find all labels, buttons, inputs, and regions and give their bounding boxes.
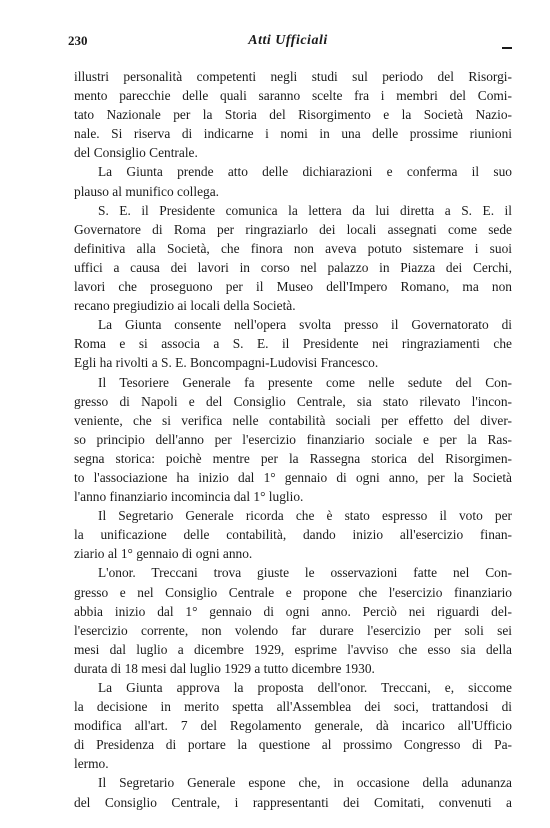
text-line: mento parecchie delle quali saranno scelte fra i membri del Comi-	[74, 88, 512, 104]
text-line: gresso di Napoli e del Consiglio Centrale, sia stato rilevato l'incon-	[74, 393, 512, 409]
text-line: la decisione in merito spetta all'Assemblea dei soci, trattandosi di	[74, 699, 512, 715]
text-line: Il Tesoriere Generale fa presente come nelle sedute del Con-	[98, 374, 512, 390]
text-line: S. E. il Presidente comunica la lettera da lui diretta a S. E. il	[98, 202, 512, 218]
text-line: recano pregiudizio ai locali della Società.	[74, 298, 296, 314]
header-mark	[502, 47, 512, 49]
text-line: illustri personalità competenti negli studi sul periodo del Risorgi-	[74, 69, 512, 84]
text-line: l'esercizio corrente, non volendo far durare l'esercizio per soli sei	[74, 622, 512, 638]
text-line: lermo.	[74, 756, 109, 772]
text-line: Roma e si associa a S. E. il Presidente nei ringraziamenti che	[74, 336, 512, 352]
text-line: Egli ha rivolti a S. E. Boncompagni-Ludovisi Francesco.	[74, 355, 379, 371]
text-line: modifica all'art. 7 del Regolamento generale, dà incarico all'Ufficio	[74, 718, 512, 734]
text-line: segna storica: poichè mentre per la Rassegna storica del Risorgimen-	[74, 450, 512, 466]
running-header	[68, 33, 508, 53]
text-line: so principio dell'anno per l'esercizio finanziario sociale e per la Ras-	[74, 431, 512, 447]
page-number: 230	[68, 33, 88, 48]
running-title: Atti Ufficiali	[248, 33, 328, 48]
text-line: La Giunta approva la proposta dell'onor. Treccani, e, siccome	[98, 680, 512, 695]
text-line: Governatore di Roma per ringraziarlo dei locali assegnati come sede	[74, 221, 512, 237]
text-line: Il Segretario Generale espone che, in occasione della adunanza	[98, 775, 512, 791]
text-line: di Presidenza di portare la questione al prossimo Congresso di Pa-	[74, 737, 512, 753]
text-line: definitiva alla Società, che finora non aveva potuto sistemare i suoi	[74, 240, 512, 256]
text-line: durata di 18 mesi dal luglio 1929 a tutto dicembre 1930.	[74, 660, 375, 676]
text-line: del Consiglio Centrale, i rappresentanti dei Comitati, convenuti a	[74, 794, 512, 810]
text-line: plauso al munifico collega.	[74, 183, 220, 199]
text-line: lavori che proseguono per il Museo dell'Impero Romano, ma non	[74, 279, 512, 295]
text-line: L'onor. Treccani trova giuste le osservazioni fatte nel Con-	[98, 565, 512, 581]
text-line: la unificazione delle contabilità, dando inizio all'esercizio finan-	[74, 527, 512, 543]
text-line: uffici a causa dei lavori in corso nel palazzo in Piazza dei Cerchi,	[74, 259, 512, 275]
body-text	[74, 67, 512, 812]
text-line: nale. Si riserva di indicarne i nomi in una delle prossime riunioni	[74, 126, 512, 142]
text-line: abbia inizio dal 1° gennaio di ogni anno. Perciò nei riguardi del-	[74, 603, 512, 619]
text-line: La Giunta consente nell'opera svolta presso il Governatorato di	[98, 317, 512, 333]
text-line: Il Segretario Generale ricorda che è stato espresso il voto per	[98, 508, 512, 524]
text-line: veniente, che si verifica nelle contabilità sociali per effetto del diver-	[74, 412, 512, 428]
text-line: tato Nazionale per la Storia del Risorgimento e la Società Nazio-	[74, 107, 512, 123]
text-line: mesi dal luglio a dicembre 1929, esprime l'avviso che esso sia della	[74, 641, 512, 657]
text-line: l'anno finanziario incomincia dal 1° luglio.	[74, 489, 304, 505]
text-line: gresso e nel Consiglio Centrale e propone che l'esercizio finanziario	[74, 584, 512, 600]
text-line: ziario al 1° gennaio di ogni anno.	[74, 546, 253, 562]
text-line: La Giunta prende atto delle dichiarazioni e conferma il suo	[98, 164, 512, 180]
text-line: to l'associazione ha inizio dal 1° gennaio di ogni anno, per la Società	[74, 469, 512, 485]
text-line: del Consiglio Centrale.	[74, 145, 198, 161]
